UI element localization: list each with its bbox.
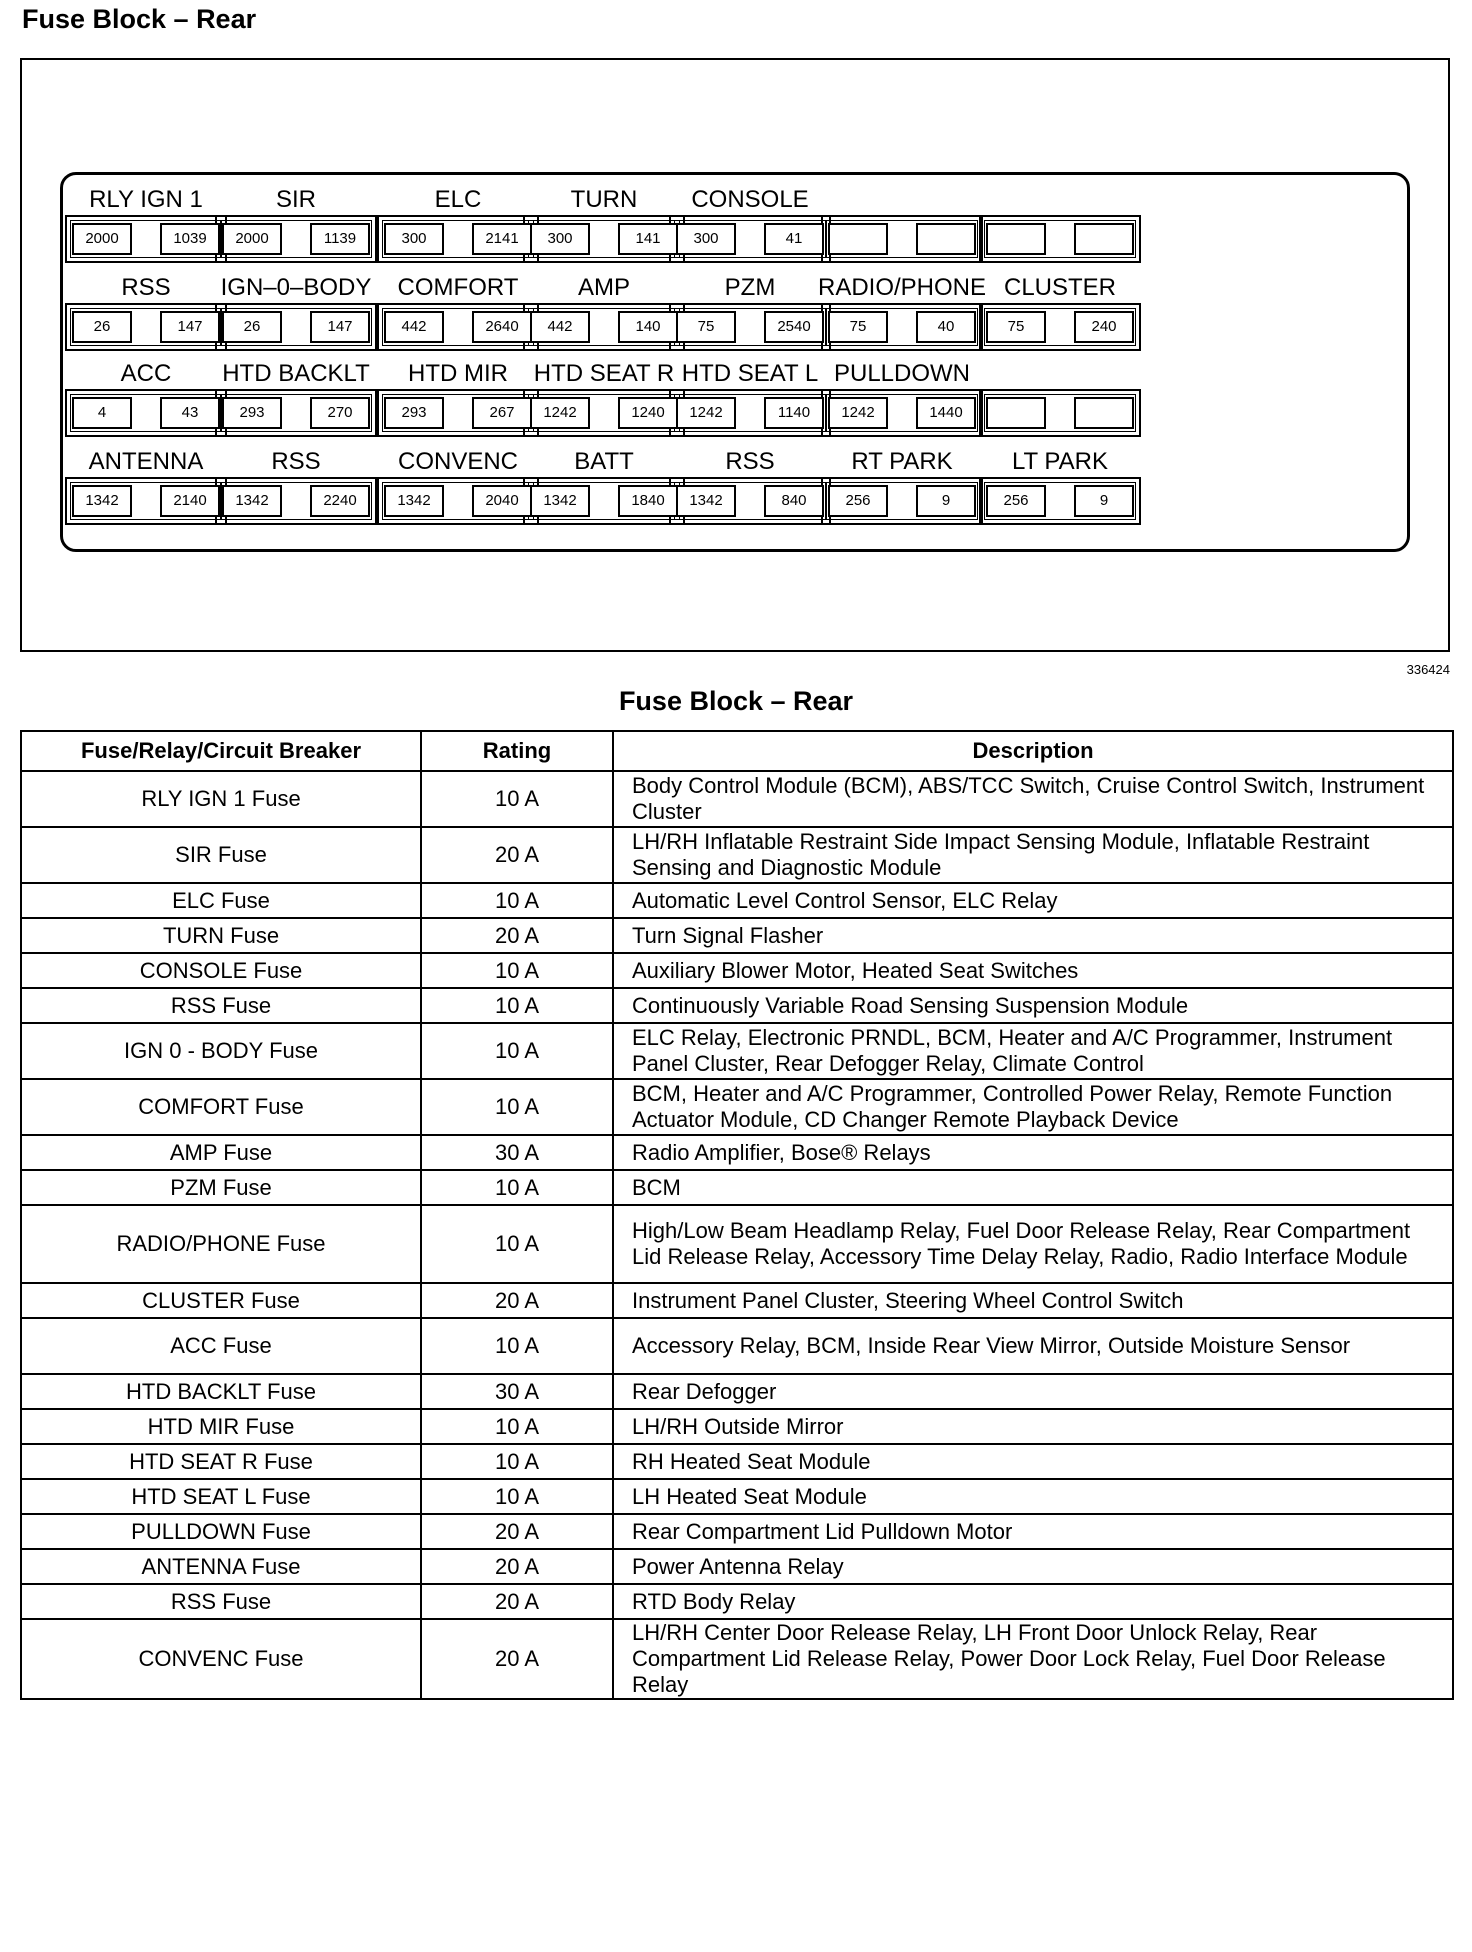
fuse-slot-box <box>377 477 539 525</box>
table-row <box>21 1023 1453 1079</box>
fuse-name-cell: AMP Fuse <box>21 1135 421 1170</box>
rating-cell: 30 A <box>421 1374 613 1409</box>
rating-cell: 20 A <box>421 827 613 883</box>
fuse-pin <box>916 223 976 255</box>
rating-cell: 20 A <box>421 918 613 953</box>
fuse-pin: 300 <box>530 223 590 255</box>
fuse-pin: 1342 <box>72 485 132 517</box>
fuse-name-cell: RSS Fuse <box>21 1584 421 1619</box>
fuse-slot-label: SIR <box>275 186 316 213</box>
fuse-pin: 147 <box>160 311 220 343</box>
fuse-pin: 300 <box>384 223 444 255</box>
fuse-slot-label: HTD SEAT R <box>533 360 675 387</box>
fuse-pin: 4 <box>72 397 132 429</box>
fuse-name-cell: ANTENNA Fuse <box>21 1549 421 1584</box>
fuse-slot-box <box>65 477 227 525</box>
table-body <box>21 771 1453 1699</box>
rating-cell: 10 A <box>421 1079 613 1135</box>
fuse-name-cell: RSS Fuse <box>21 988 421 1023</box>
description-cell: LH/RH Center Door Release Relay, LH Front Door Unlock Relay, Rear Compartment Lid Release Relay, Power Door Lock Relay, Fuel Door Release Relay <box>613 1619 1453 1699</box>
table-row <box>21 918 1453 953</box>
fuse-pin: 256 <box>986 485 1046 517</box>
fuse-slot-box <box>215 477 377 525</box>
fuse-pin: 1240 <box>618 397 678 429</box>
fuse-name-cell: HTD BACKLT Fuse <box>21 1374 421 1409</box>
fuse-pin <box>828 223 888 255</box>
fuse-pin: 26 <box>222 311 282 343</box>
fuse-pin: 147 <box>310 311 370 343</box>
diagram-title: Fuse Block – Rear <box>22 4 257 34</box>
fuse-name-cell: ACC Fuse <box>21 1318 421 1374</box>
fuse-pin: 40 <box>916 311 976 343</box>
description-cell: ELC Relay, Electronic PRNDL, BCM, Heater and A/C Programmer, Instrument Panel Cluster, Rear Defogger Relay, Climate Control <box>613 1023 1453 1079</box>
table-row <box>21 1318 1453 1374</box>
description-cell: Body Control Module (BCM), ABS/TCC Switch, Cruise Control Switch, Instrument Cluster <box>613 771 1453 827</box>
fuse-slot <box>977 273 1143 351</box>
fuse-name-cell: HTD SEAT R Fuse <box>21 1444 421 1479</box>
table-row <box>21 1549 1453 1584</box>
fuse-pin: 1242 <box>530 397 590 429</box>
table-row <box>21 1374 1453 1409</box>
fuse-slot-label: RSS <box>121 274 171 301</box>
fuse-pin: 293 <box>384 397 444 429</box>
fuse-slot-box <box>377 215 539 263</box>
fuse-slot-box <box>65 215 227 263</box>
rating-cell: 20 A <box>421 1619 613 1699</box>
rating-cell: 10 A <box>421 1205 613 1283</box>
fuse-slot-box <box>821 215 983 263</box>
table-row <box>21 1619 1453 1699</box>
fuse-pin: 256 <box>828 485 888 517</box>
fuse-slot-box <box>523 303 685 351</box>
description-cell: Radio Amplifier, Bose® Relays <box>613 1135 1453 1170</box>
fuse-slot-box <box>377 303 539 351</box>
fuse-slot-box <box>669 389 831 437</box>
fuse-slot-box <box>821 389 983 437</box>
fuse-pin: 43 <box>160 397 220 429</box>
description-cell: LH/RH Outside Mirror <box>613 1409 1453 1444</box>
fuse-pin: 270 <box>310 397 370 429</box>
rating-cell: 10 A <box>421 1023 613 1079</box>
description-cell: Instrument Panel Cluster, Steering Wheel Control Switch <box>613 1283 1453 1318</box>
description-cell: Accessory Relay, BCM, Inside Rear View Mirror, Outside Moisture Sensor <box>613 1318 1453 1374</box>
fuse-slot-box <box>523 215 685 263</box>
table-row <box>21 988 1453 1023</box>
fuse-pin: 2141 <box>472 223 532 255</box>
fuse-pin: 2640 <box>472 311 532 343</box>
fuse-slot-label: PULLDOWN <box>833 360 971 387</box>
fuse-slot <box>977 185 1143 263</box>
fuse-pin: 2040 <box>472 485 532 517</box>
table-row <box>21 1479 1453 1514</box>
rating-cell: 10 A <box>421 883 613 918</box>
rating-cell: 20 A <box>421 1584 613 1619</box>
description-cell: Power Antenna Relay <box>613 1549 1453 1584</box>
description-cell: Turn Signal Flasher <box>613 918 1453 953</box>
fuse-pin: 2240 <box>310 485 370 517</box>
fuse-pin <box>1074 223 1134 255</box>
fuse-name-cell: CONSOLE Fuse <box>21 953 421 988</box>
fuse-pin: 1342 <box>676 485 736 517</box>
fuse-pin: 240 <box>1074 311 1134 343</box>
rating-cell: 10 A <box>421 988 613 1023</box>
fuse-pin: 2000 <box>222 223 282 255</box>
fuse-grid <box>63 175 1407 549</box>
fuse-slot-label: CONSOLE <box>691 186 809 213</box>
fuse-block <box>60 172 1410 552</box>
fuse-slot-box <box>821 303 983 351</box>
fuse-pin: 2000 <box>72 223 132 255</box>
description-cell: LH/RH Inflatable Restraint Side Impact Sensing Module, Inflatable Restraint Sensing and Diagnostic Module <box>613 827 1453 883</box>
fuse-slot-label: RLY IGN 1 <box>89 186 203 213</box>
header-fuse: Fuse/Relay/Circuit Breaker <box>21 731 421 771</box>
fuse-pin: 9 <box>916 485 976 517</box>
rating-cell: 10 A <box>421 1318 613 1374</box>
fuse-name-cell: ELC Fuse <box>21 883 421 918</box>
fuse-slot-box <box>377 389 539 437</box>
fuse-pin: 1342 <box>384 485 444 517</box>
fuse-slot-label: HTD SEAT L <box>681 360 819 387</box>
rating-cell: 30 A <box>421 1135 613 1170</box>
fuse-name-cell: PULLDOWN Fuse <box>21 1514 421 1549</box>
table-row <box>21 1444 1453 1479</box>
description-cell: Rear Compartment Lid Pulldown Motor <box>613 1514 1453 1549</box>
rating-cell: 20 A <box>421 1549 613 1584</box>
table-row <box>21 1170 1453 1205</box>
figure-code: 336424 <box>1406 662 1450 677</box>
fuse-slot-box <box>979 303 1141 351</box>
table-row <box>21 1135 1453 1170</box>
fuse-pin: 1140 <box>764 397 824 429</box>
fuse-slot-box <box>65 389 227 437</box>
fuse-pin: 9 <box>1074 485 1134 517</box>
fuse-slot-label <box>957 359 1163 389</box>
description-cell: Rear Defogger <box>613 1374 1453 1409</box>
table-title: Fuse Block – Rear <box>618 686 854 716</box>
fuse-pin: 1840 <box>618 485 678 517</box>
fuse-slot-label <box>957 185 1163 215</box>
table-row <box>21 1283 1453 1318</box>
fuse-slot-label: RT PARK <box>851 448 953 475</box>
table-row <box>21 771 1453 827</box>
fuse-slot-label: COMFORT <box>397 274 519 301</box>
fuse-slot-label: ACC <box>120 360 172 387</box>
table-row <box>21 1584 1453 1619</box>
fuse-slot-box <box>979 477 1141 525</box>
fuse-pin: 1342 <box>530 485 590 517</box>
fuse-pin: 2140 <box>160 485 220 517</box>
fuse-name-cell: SIR Fuse <box>21 827 421 883</box>
fuse-slot-box <box>523 389 685 437</box>
fuse-slot-label: HTD BACKLT <box>222 360 370 387</box>
description-cell: RTD Body Relay <box>613 1584 1453 1619</box>
rating-cell: 10 A <box>421 771 613 827</box>
rating-cell: 10 A <box>421 1409 613 1444</box>
table-row <box>21 883 1453 918</box>
rating-cell: 10 A <box>421 953 613 988</box>
fuse-slot-label: CLUSTER <box>1003 274 1117 301</box>
fuse-slot-box <box>669 477 831 525</box>
fuse-name-cell: CONVENC Fuse <box>21 1619 421 1699</box>
fuse-name-cell: HTD MIR Fuse <box>21 1409 421 1444</box>
fuse-name-cell: RLY IGN 1 Fuse <box>21 771 421 827</box>
description-cell: BCM <box>613 1170 1453 1205</box>
fuse-slot <box>977 359 1143 437</box>
fuse-name-cell: IGN 0 - BODY Fuse <box>21 1023 421 1079</box>
fuse-slot-box <box>979 389 1141 437</box>
fuse-pin <box>986 223 1046 255</box>
fuse-table <box>20 730 1454 1700</box>
fuse-pin <box>986 397 1046 429</box>
fuse-pin <box>1074 397 1134 429</box>
fuse-slot-box <box>523 477 685 525</box>
fuse-slot-label: RADIO/PHONE <box>817 274 987 301</box>
fuse-pin: 141 <box>618 223 678 255</box>
rating-cell: 10 A <box>421 1479 613 1514</box>
header-rating: Rating <box>421 731 613 771</box>
header-description: Description <box>613 731 1453 771</box>
fuse-name-cell: TURN Fuse <box>21 918 421 953</box>
fuse-pin: 75 <box>676 311 736 343</box>
fuse-slot-label: HTD MIR <box>408 360 508 387</box>
fuse-pin: 1242 <box>676 397 736 429</box>
fuse-pin: 75 <box>828 311 888 343</box>
rating-cell: 10 A <box>421 1444 613 1479</box>
rating-cell: 20 A <box>421 1283 613 1318</box>
table-row <box>21 1079 1453 1135</box>
fuse-name-cell: HTD SEAT L Fuse <box>21 1479 421 1514</box>
description-cell: BCM, Heater and A/C Programmer, Controlled Power Relay, Remote Function Actuator Module, CD Changer Remote Playback Device <box>613 1079 1453 1135</box>
fuse-slot-label: ELC <box>434 186 482 213</box>
table-row <box>21 827 1453 883</box>
fuse-pin: 26 <box>72 311 132 343</box>
fuse-slot-label: TURN <box>570 186 638 213</box>
fuse-slot-label: RSS <box>725 448 775 475</box>
description-cell: LH Heated Seat Module <box>613 1479 1453 1514</box>
table-row <box>21 1514 1453 1549</box>
table-header-row <box>21 731 1453 771</box>
table-row <box>21 953 1453 988</box>
fuse-slot-label: RSS <box>271 448 321 475</box>
fuse-pin: 140 <box>618 311 678 343</box>
fuse-name-cell: PZM Fuse <box>21 1170 421 1205</box>
fuse-pin: 1242 <box>828 397 888 429</box>
fuse-slot-box <box>215 303 377 351</box>
description-cell: RH Heated Seat Module <box>613 1444 1453 1479</box>
fuse-slot-label: IGN–0–BODY <box>220 274 372 301</box>
fuse-pin: 2540 <box>764 311 824 343</box>
description-cell: Automatic Level Control Sensor, ELC Relay <box>613 883 1453 918</box>
description-cell: High/Low Beam Headlamp Relay, Fuel Door Release Relay, Rear Compartment Lid Release Relay, Accessory Time Delay Relay, Radio, Radio Interface Module <box>613 1205 1453 1283</box>
fuse-name-cell: CLUSTER Fuse <box>21 1283 421 1318</box>
fuse-slot-box <box>215 389 377 437</box>
fuse-slot-label: PZM <box>724 274 776 301</box>
fuse-slot-box <box>215 215 377 263</box>
fuse-pin: 1039 <box>160 223 220 255</box>
fuse-pin: 1139 <box>310 223 370 255</box>
fuse-pin: 1342 <box>222 485 282 517</box>
rating-cell: 10 A <box>421 1170 613 1205</box>
fuse-pin: 267 <box>472 397 532 429</box>
fuse-slot-label: LT PARK <box>1011 448 1109 475</box>
fuse-pin: 1440 <box>916 397 976 429</box>
fuse-slot-box <box>821 477 983 525</box>
fuse-slot-box <box>669 215 831 263</box>
fuse-slot-box <box>669 303 831 351</box>
rating-cell: 20 A <box>421 1514 613 1549</box>
fuse-name-cell: COMFORT Fuse <box>21 1079 421 1135</box>
fuse-pin: 840 <box>764 485 824 517</box>
fuse-slot <box>977 447 1143 525</box>
fuse-slot-label: BATT <box>574 448 634 475</box>
fuse-slot-box <box>979 215 1141 263</box>
fuse-pin: 293 <box>222 397 282 429</box>
fuse-pin: 75 <box>986 311 1046 343</box>
fuse-pin: 300 <box>676 223 736 255</box>
fuse-slot-box <box>65 303 227 351</box>
fuse-name-cell: RADIO/PHONE Fuse <box>21 1205 421 1283</box>
fuse-pin: 442 <box>530 311 590 343</box>
fuse-slot-label: AMP <box>577 274 630 301</box>
fuse-pin: 41 <box>764 223 824 255</box>
table-row <box>21 1205 1453 1283</box>
fuse-slot-label: ANTENNA <box>88 448 204 475</box>
fuse-pin: 442 <box>384 311 444 343</box>
fuse-slot-label: CONVENC <box>397 448 518 475</box>
description-cell: Continuously Variable Road Sensing Suspension Module <box>613 988 1453 1023</box>
description-cell: Auxiliary Blower Motor, Heated Seat Switches <box>613 953 1453 988</box>
table-row <box>21 1409 1453 1444</box>
